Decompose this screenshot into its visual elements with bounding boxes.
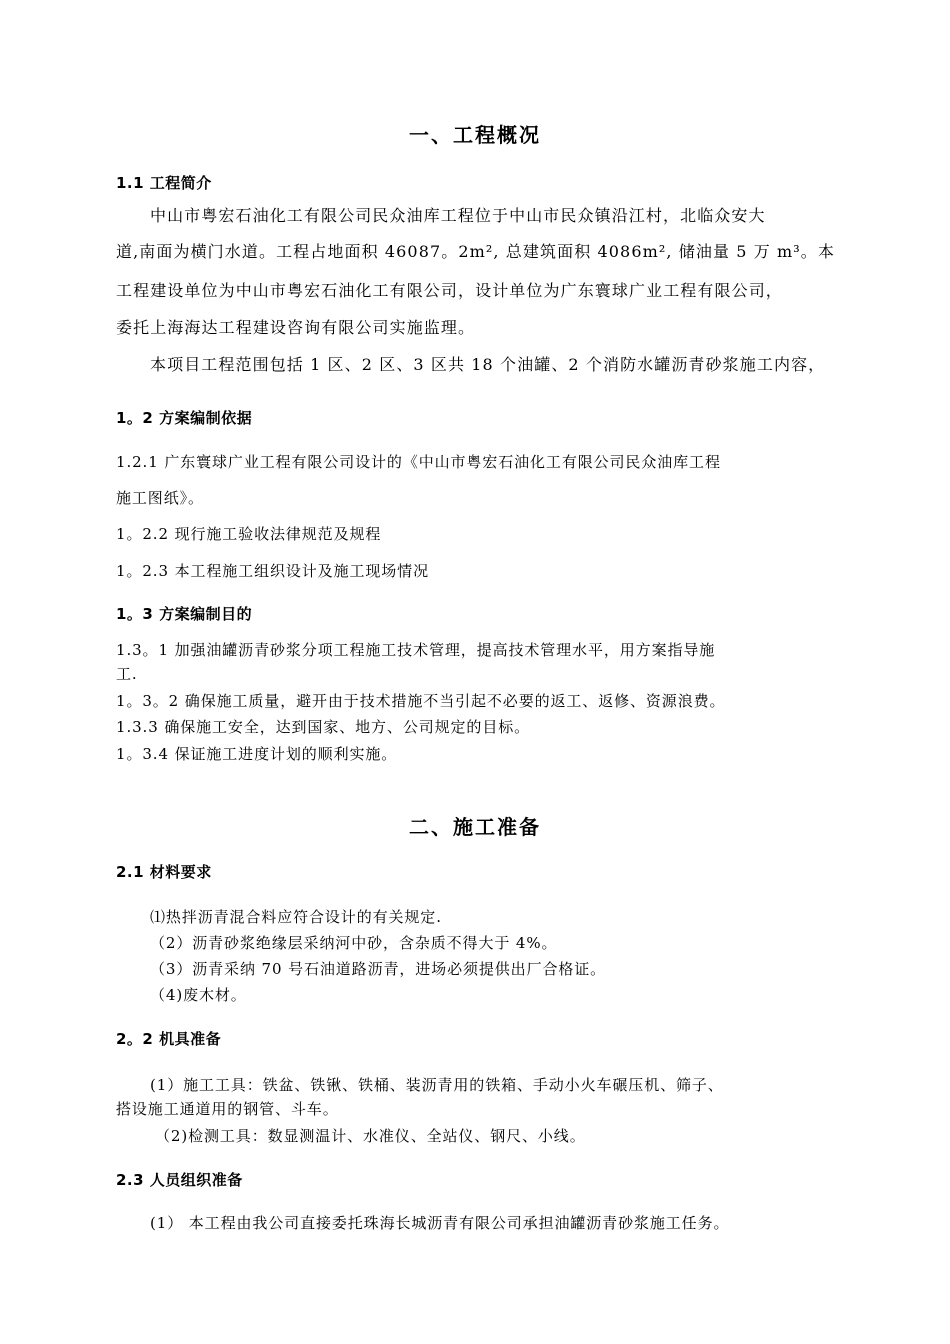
list-item: (1）施工工具：铁盆、铁锹、铁桶、装沥青用的铁箱、手动小火车碾压机、筛子、	[150, 1076, 724, 1094]
list-item: ⑴热拌沥青混合料应符合设计的有关规定.	[150, 908, 442, 926]
list-item: 1。2.2 现行施工验收法律规范及规程	[116, 525, 382, 543]
section-2-title: 二、施工准备	[409, 815, 541, 839]
list-item: （2)检测工具：数显测温计、水准仪、全站仪、钢尺、小线。	[155, 1127, 586, 1145]
heading-1-3: 1。3 方案编制目的	[116, 605, 253, 623]
paragraph-line: 道,南面为横门水道。工程占地面积 46087。2m², 总建筑面积 4086m², 储油量 5 万 m³。本	[116, 242, 835, 261]
list-item: 施工图纸》。	[116, 489, 204, 507]
heading-1-2: 1。2 方案编制依据	[116, 409, 253, 427]
list-item: 工.	[116, 665, 138, 683]
heading-2-1: 2.1 材料要求	[116, 863, 212, 881]
paragraph-line: 中山市粤宏石油化工有限公司民众油库工程位于中山市民众镇沿江村，北临众安大	[150, 206, 766, 225]
list-item: （2）沥青砂浆绝缘层采纳河中砂，含杂质不得大于 4%。	[150, 934, 558, 952]
heading-2-2: 2。2 机具准备	[116, 1030, 222, 1048]
list-item: (1） 本工程由我公司直接委托珠海长城沥青有限公司承担油罐沥青砂浆施工任务。	[150, 1214, 730, 1232]
paragraph-line: 本项目工程范围包括 1 区、2 区、3 区共 18 个油罐、2 个消防水罐沥青砂浆施工内容，	[150, 355, 826, 374]
heading-1-1: 1.1 工程简介	[116, 174, 212, 192]
list-item: 1.3.3 确保施工安全，达到国家、地方、公司规定的目标。	[116, 718, 531, 736]
heading-2-3: 2.3 人员组织准备	[116, 1171, 243, 1189]
list-item: （4)废木材。	[150, 986, 247, 1004]
section-1-title: 一、工程概况	[409, 123, 541, 147]
list-item: 1。2.3 本工程施工组织设计及施工现场情况	[116, 562, 429, 580]
list-item: 搭设施工通道用的钢管、斗车。	[116, 1100, 339, 1118]
list-item: 1。3。2 确保施工质量，避开由于技术措施不当引起不必要的返工、返修、资源浪费。	[116, 692, 726, 710]
list-item: 1.3。1 加强油罐沥青砂浆分项工程施工技术管理，提高技术管理水平，用方案指导施	[116, 641, 716, 659]
list-item: 1。3.4 保证施工进度计划的顺利实施。	[116, 745, 398, 763]
paragraph-line: 委托上海海达工程建设咨询有限公司实施监理。	[116, 318, 476, 337]
paragraph-line: 工程建设单位为中山市粤宏石油化工有限公司，设计单位为广东寰球广业工程有限公司，	[116, 281, 783, 300]
list-item: 1.2.1 广东寰球广业工程有限公司设计的《中山市粤宏石油化工有限公司民众油库工程	[116, 453, 721, 471]
list-item: （3）沥青采纳 70 号石油道路沥青，进场必须提供出厂合格证。	[150, 960, 607, 978]
